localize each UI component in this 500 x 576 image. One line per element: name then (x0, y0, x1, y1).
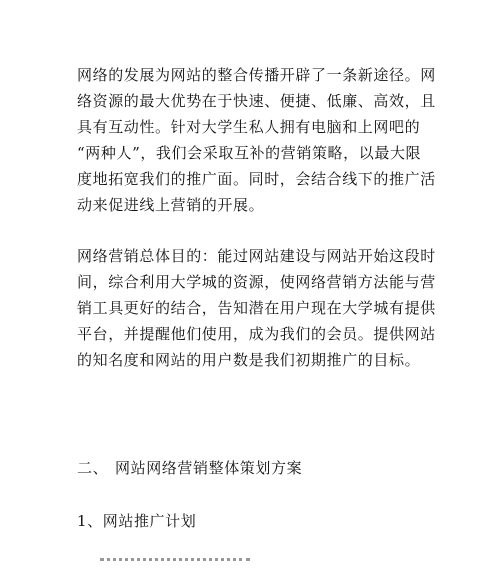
paragraph-line: 销工具更好的结合，告知潜在用户现在大学城有提供 (77, 299, 436, 317)
goal-paragraph (77, 243, 436, 373)
paragraph-line: 的知名度和网站的用户数是我们初期推广的目标。 (77, 351, 421, 369)
section-heading (77, 455, 302, 481)
section-number: 二、 (77, 459, 109, 477)
intro-paragraph (77, 62, 436, 218)
paragraph-line: 间，综合利用大学城的资源，使网络营销方法能与营 (77, 273, 436, 291)
cropped-text-fragment (100, 556, 250, 576)
paragraph-line: 具有互动性。针对大学生私人拥有电脑和上网吧的 (77, 118, 421, 136)
paragraph-line: 平台，并提醒他们使用，成为我们的会员。提供网站 (77, 325, 436, 343)
section-title: 网站网络营销整体策划方案 (115, 459, 303, 477)
subsection-heading: 1、网站推广计划 (77, 512, 197, 530)
paragraph-line: 网络营销总体目的：能过网站建设与网站开始这段时 (77, 247, 436, 265)
paragraph-line: “两种人”，我们会采取互补的营销策略，以最大限 (77, 144, 422, 162)
paragraph-line: 网络的发展为网站的整合传播开辟了一条新途径。网 (77, 66, 436, 84)
paragraph-line: 络资源的最大优势在于快速、便捷、低廉、高效，且 (77, 92, 436, 110)
paragraph-line: 度地拓宽我们的推广面。同时，会结合线下的推广活 (77, 170, 436, 188)
paragraph-line: 动来促进线上营销的开展。 (77, 196, 265, 214)
